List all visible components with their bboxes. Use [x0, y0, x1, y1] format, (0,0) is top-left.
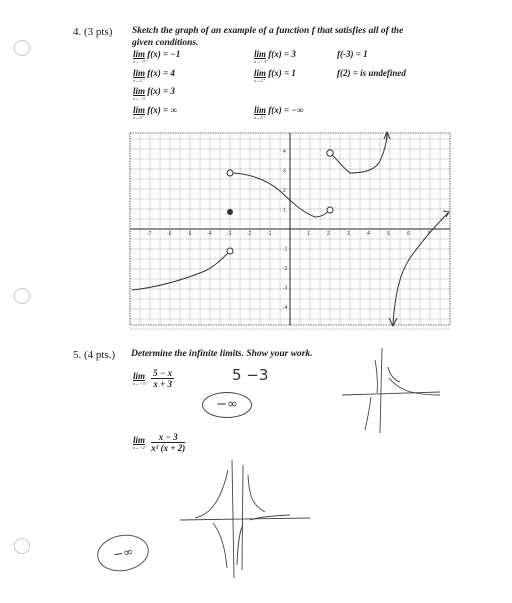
condition-8: lim f(x) = ∞ x→5⁻ [133, 105, 177, 120]
y-tick-label: -2 [283, 266, 288, 272]
y-tick-label: -4 [283, 305, 288, 311]
q5-part2-sketch [180, 460, 320, 580]
condition-7: lim f(x) = 3 x→−3 [133, 86, 175, 101]
binder-hole-top [14, 40, 30, 56]
condition-3: f(-3) = 1 [337, 49, 368, 59]
condition-9: lim f(x) = −∞ x→5⁺ [254, 105, 304, 120]
condition-6: f(2) = is undefined [337, 68, 406, 78]
q5-part2-answer: −∞ [94, 531, 151, 575]
y-tick-label: 2 [283, 188, 286, 194]
x-tick-label: 5 [387, 231, 390, 237]
open-point-1 [327, 207, 333, 213]
x-tick-label: 6 [407, 231, 410, 237]
condition-5: lim f(x) = 1 x→2⁺ [254, 68, 296, 83]
y-tick-label: -1 [283, 246, 288, 253]
arrow-right [443, 211, 449, 217]
x-tick-label: -4 [207, 231, 212, 237]
binder-hole-middle [14, 288, 30, 304]
x-tick-label: 2 [327, 231, 330, 237]
q5-instruction: Determine the infinite limits. Show your work. [131, 349, 313, 359]
q5-part1-work: 5 −3 [232, 366, 269, 384]
closed-point-1 [227, 209, 233, 215]
q5-part1-sketch [340, 345, 450, 435]
q5-part1-limit: lim x→−3⁺ 5 − x x + 3 [133, 368, 173, 389]
y-tick-label: 1 [283, 207, 286, 214]
left-branch [132, 251, 230, 290]
q5-number: 5. (4 pts.) [73, 349, 116, 361]
x-tick-label: 1 [307, 231, 310, 237]
x-tick-label: 7 [427, 231, 430, 237]
middle-branch [230, 173, 315, 217]
x-tick-label: -6 [167, 231, 172, 237]
x-tick-label: 3 [347, 231, 350, 237]
open-point-4 [327, 150, 333, 156]
q4-instruction-line2: given conditions. [132, 38, 199, 48]
x-tick-label: 4 [367, 231, 370, 237]
x-tick-label: -5 [187, 231, 192, 237]
q4-number: 4. (3 pts) [73, 26, 113, 38]
x-tick-label: -3 [227, 231, 232, 237]
open-point-3 [227, 170, 233, 176]
binder-hole-bottom [14, 538, 30, 554]
q5-part2-limit: lim x→−2⁻ x − 3 x² (x + 2) [133, 432, 186, 453]
y-tick-label: 4 [283, 149, 286, 155]
x-tick-label: -7 [147, 231, 152, 237]
condition-2: lim f(x) = 3 x→−3⁺ [254, 49, 296, 64]
q5-part1-answer: −∞ [202, 392, 252, 418]
q4-graph [130, 133, 450, 325]
q4-instruction-line1: Sketch the graph of an example of a function f that satisfies all of the [132, 26, 404, 36]
y-tick-label: -3 [283, 285, 288, 292]
x-tick-label: -2 [247, 231, 252, 237]
open-point-neg1 [227, 248, 233, 254]
y-tick-label: 3 [283, 168, 286, 175]
condition-1: lim f(x) = −1 x→−3⁻ [133, 49, 181, 64]
condition-4: lim f(x) = 4 x→2⁻ [133, 68, 175, 83]
x-tick-label: -1 [267, 231, 272, 237]
